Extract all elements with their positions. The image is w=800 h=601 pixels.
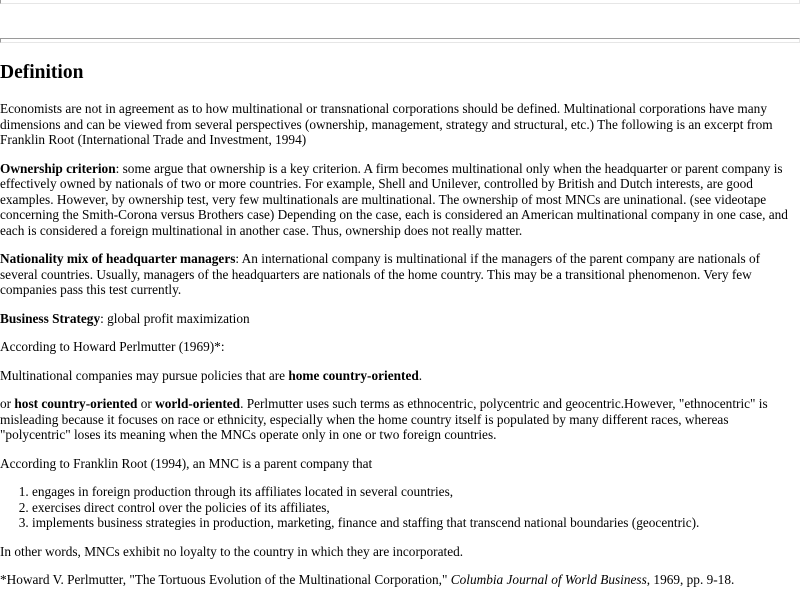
- policies-bold: home country-oriented: [288, 367, 419, 383]
- nationality-paragraph: [0, 251, 798, 298]
- nationality-label: Nationality mix of headquarter managers: [0, 251, 236, 266]
- orientation-host: host country-oriented: [14, 396, 138, 411]
- footnote-journal: Columbia Journal of World Business: [450, 572, 647, 587]
- orientation-or1: or: [0, 396, 15, 411]
- orientation-text: . Perlmutter uses such terms as ethnocentric, polycentric and geocentric.However, "ethnocentric" is misleading because it focuses on race or ethnicity, especially when the home country itself is populated by many different races, whereas "polycentric" loses its meaning when the MNCs operate only in one or two foreign countries.: [0, 396, 768, 442]
- nationality-text: : An international company is multinational if the managers of the parent company are nationals of several countries. Usually, managers of the headquarters are nationals of the home country. This may be a transitional phenomenon. Very few companies pass this test currently.: [0, 251, 761, 297]
- policies-suffix: .: [418, 367, 423, 383]
- footnote-prefix: *Howard V. Perlmutter, "The Tortuous Evolution of the Multinational Corporation,": [0, 572, 451, 587]
- horizontal-rule-top: [0, 0, 800, 4]
- strategy-text: : global profit maximization: [100, 310, 250, 326]
- page-title: Definition: [0, 62, 84, 83]
- horizontal-rule: [0, 38, 800, 43]
- orientation-or2: or: [137, 396, 156, 411]
- intro-paragraph: Economists are not in agreement as to how multinational or transnational corporations should be defined. Multinational corporations have many dimensions and can be viewed from several perspectives (ownership, management, strategy and structural, etc.) The following is an excerpt from Franklin Root (International Trade and Investment, 1994): [0, 101, 773, 147]
- ownership-label: Ownership criterion: [0, 160, 116, 176]
- strategy-label: Business Strategy: [0, 310, 101, 326]
- footnote-suffix: , 1969, pp. 9-18.: [646, 572, 735, 587]
- document-body: [0, 62, 798, 601]
- list-item: 1. engages in foreign production through its affiliates located in several countries,: [32, 484, 798, 500]
- orientation-world: world-oriented: [155, 396, 241, 411]
- list-item: 3. implements business strategies in production, marketing, finance and staffing that transcend national boundaries (geocentric).: [32, 515, 798, 531]
- ownership-text: : some argue that ownership is a key criterion. A firm becomes multinational only when the headquarter or parent company is effectively owned by nationals of two or more countries. For example, Shell and Unilever, controlled by British and Dutch interests, are good examples. However, by ownership test, very few multinationals are multinational. The ownership of most MNCs are uninational. (see videotape concerning the Smith-Corona versus Brothers case) Depending on the case, each is considered an American multinational company in one case, and each is considered a foreign multinational in another case. Thus, ownership does not really matter.: [0, 160, 788, 238]
- footnote: [0, 572, 798, 588]
- root-criteria-list: [0, 484, 798, 531]
- policies-prefix: Multinational companies may pursue policies that are: [0, 367, 289, 383]
- ownership-paragraph: [0, 161, 798, 239]
- strategy-paragraph: [0, 311, 798, 327]
- perlmutter-intro: According to Howard Perlmutter (1969)*:: [0, 339, 225, 354]
- root-intro: According to Franklin Root (1994), an MNC is a parent company that: [0, 455, 373, 471]
- loyalty-paragraph: In other words, MNCs exhibit no loyalty to the country in which they are incorporated.: [0, 543, 464, 559]
- list-item: 2. exercises direct control over the policies of its affiliates,: [32, 500, 798, 516]
- policies-paragraph: [0, 368, 798, 384]
- orientation-paragraph: [0, 396, 798, 443]
